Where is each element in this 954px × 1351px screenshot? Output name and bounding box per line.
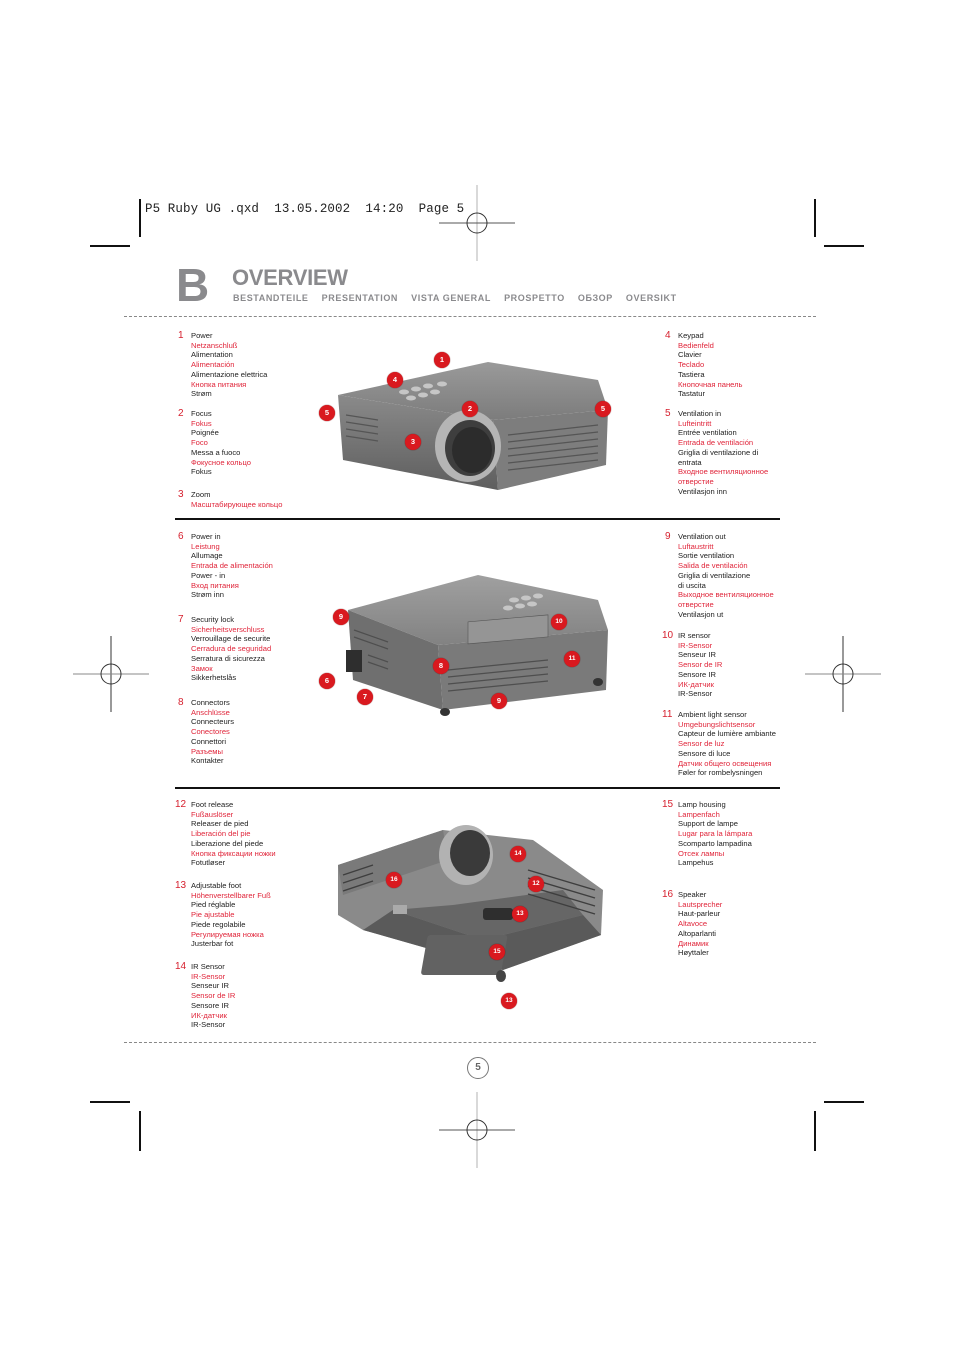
label-fr: Haut-parleur <box>678 909 721 919</box>
label-en: Lamp housing <box>678 800 726 809</box>
label-it: Sensore IR <box>191 1000 229 1010</box>
section-divider <box>175 787 780 789</box>
label-fr: Senseur IR <box>191 981 229 991</box>
label-es: Lugar para la lámpara <box>678 829 753 839</box>
callout-8: 8 <box>433 658 449 674</box>
projector-bottom-view <box>333 820 613 1015</box>
dashed-divider-top <box>124 316 816 317</box>
label-no: Lampehus <box>678 858 714 868</box>
label-ru: Разъемы <box>191 746 223 756</box>
label-fr: Poignée <box>191 428 219 438</box>
entry-number: 14 <box>175 961 187 972</box>
subtitle-de: BESTANDTEILE <box>233 293 309 303</box>
subtitle-ru: ОБЗОР <box>577 293 613 303</box>
label-fr: Capteur de lumière ambiante <box>678 729 776 739</box>
label-it: Tastiera <box>678 369 705 379</box>
label-fr: Alimentation <box>191 350 233 360</box>
label-no: Strøm <box>191 389 212 399</box>
label-ru: ИК-датчик <box>191 1010 227 1020</box>
crop-mark <box>824 245 864 247</box>
label-it-cont: entrata <box>678 457 702 467</box>
label-ru: Входное вентиляционное <box>678 467 769 477</box>
label-it: Altoparlanti <box>678 928 716 938</box>
label-en: Keypad <box>678 331 704 340</box>
label-en: Ambient light sensor <box>678 710 747 719</box>
label-fr: Clavier <box>678 350 702 360</box>
callout-3: 3 <box>405 434 421 450</box>
crop-mark <box>814 1111 816 1151</box>
registration-mark-bottom <box>439 1092 515 1168</box>
entry-number: 7 <box>178 614 184 625</box>
language-subtitles <box>233 293 687 303</box>
label-it: Liberazione del piede <box>191 838 264 848</box>
label-es: Liberación del pie <box>191 829 251 839</box>
label-de: Luftaustritt <box>678 541 714 551</box>
callout-5-right: 5 <box>595 401 611 417</box>
label-ru: Вход питания <box>191 580 239 590</box>
callout-11: 11 <box>564 651 580 667</box>
label-fr: Connecteurs <box>191 717 235 727</box>
entry-number: 11 <box>662 709 673 720</box>
label-ru: Регулируемая ножка <box>191 929 264 939</box>
crop-mark <box>824 1101 864 1103</box>
callout-5-left: 5 <box>319 405 335 421</box>
entry-number: 12 <box>175 799 187 810</box>
entry-number: 3 <box>178 489 184 500</box>
label-es: Foco <box>191 438 208 448</box>
label-no: IR-Sensor <box>191 1020 226 1030</box>
label-en: Focus <box>191 409 212 418</box>
crop-mark <box>814 199 816 237</box>
label-en: IR Sensor <box>191 962 225 971</box>
callout-9-top: 9 <box>333 609 349 625</box>
label-fr: Releaser de pied <box>191 819 249 829</box>
page-title: OVERVIEW <box>232 265 348 290</box>
label-no: Tastatur <box>678 389 706 399</box>
label-it: Griglia di ventilazione <box>678 570 751 580</box>
label-es: Sensor de IR <box>191 991 236 1001</box>
label-fr: Pied réglable <box>191 900 236 910</box>
label-ru: Кнопка питания <box>191 379 247 389</box>
label-ru: Кнопка фиксации ножки <box>191 848 276 858</box>
label-de: Leistung <box>191 541 220 551</box>
crop-mark <box>139 1111 141 1151</box>
subtitle-it: PROSPETTO <box>504 293 565 303</box>
entry-number: 8 <box>178 697 184 708</box>
callout-6: 6 <box>319 673 335 689</box>
dashed-divider-bottom <box>124 1042 816 1043</box>
label-en: Power in <box>191 532 221 541</box>
label-no: Ventilasjon inn <box>678 486 727 496</box>
section-divider <box>175 518 780 520</box>
label-ru-cont: отверстие <box>678 476 714 486</box>
label-it: Messa a fuoco <box>191 447 241 457</box>
label-de: Lampenfach <box>678 809 720 819</box>
label-ru: Замок <box>191 663 213 673</box>
label-de: Anschlüsse <box>191 707 230 717</box>
entry-number: 6 <box>178 531 184 542</box>
entry-number: 15 <box>662 799 674 810</box>
entry-number: 13 <box>175 880 187 891</box>
label-fr: Sortie ventilation <box>678 551 735 561</box>
label-ru: Масштабирующее кольцо <box>191 499 283 509</box>
subtitle-no: OVERSIKT <box>625 293 677 303</box>
entry-number: 10 <box>662 630 674 641</box>
label-no: Fotutløser <box>191 858 226 868</box>
subtitle-fr: PRESENTATION <box>321 293 399 303</box>
label-ru: ИК-датчик <box>678 679 714 689</box>
label-es: Alimentación <box>191 360 235 370</box>
label-es: Entrada de alimentación <box>191 561 273 571</box>
section-letter: B <box>176 259 210 311</box>
entry-number: 1 <box>178 330 184 341</box>
label-es: Altavoce <box>678 919 708 929</box>
label-de: Höhenverstellbarer Fuß <box>191 890 271 900</box>
label-es: Salida de ventilación <box>678 561 748 571</box>
entry-number: 9 <box>665 531 671 542</box>
label-ru: Отсек лампы <box>678 848 725 858</box>
label-en: Zoom <box>191 490 211 499</box>
label-en: Speaker <box>678 890 707 899</box>
label-ru: Кнопочная панель <box>678 379 743 389</box>
label-no: Høyttaler <box>678 948 709 958</box>
label-de: Umgebungslichtsensor <box>678 719 756 729</box>
label-no: Ventilasjon ut <box>678 609 724 619</box>
label-de: Sicherheitsverschluss <box>191 624 265 634</box>
label-ru: Выходное вентиляционное <box>678 590 774 600</box>
crop-mark <box>90 1101 130 1103</box>
label-no: Kontakter <box>191 756 224 766</box>
label-it-cont: di uscita <box>678 580 706 590</box>
label-it: Alimentazione elettrica <box>191 369 268 379</box>
callout-13-top: 13 <box>512 906 528 922</box>
label-en: Power <box>191 331 213 340</box>
label-it: Connettori <box>191 736 227 746</box>
label-it: Serratura di sicurezza <box>191 653 265 663</box>
label-en: Ventilation in <box>678 409 722 418</box>
label-no: IR-Sensor <box>678 689 713 699</box>
label-ru-cont: отверстие <box>678 599 714 609</box>
label-de: Netzanschluß <box>191 340 238 350</box>
label-es: Sensor de luz <box>678 739 725 749</box>
label-no: Justerbar fot <box>191 939 234 949</box>
label-de: Lautsprecher <box>678 899 723 909</box>
callout-7: 7 <box>357 689 373 705</box>
label-it: Piede regolabile <box>191 919 246 929</box>
crop-mark <box>90 245 130 247</box>
registration-mark-top <box>439 185 515 261</box>
label-de: Fokus <box>191 418 212 428</box>
crop-mark <box>139 199 141 237</box>
label-en: Adjustable foot <box>191 881 242 890</box>
callout-15: 15 <box>489 944 505 960</box>
label-ru: Датчик общего освещения <box>678 758 772 768</box>
label-fr: Entrée ventilation <box>678 428 737 438</box>
label-no: Fokus <box>191 467 212 477</box>
label-no: Strøm inn <box>191 590 224 600</box>
entry-number: 4 <box>665 330 671 341</box>
label-fr: Senseur IR <box>678 650 716 660</box>
registration-mark-right <box>805 636 881 712</box>
label-en: IR sensor <box>678 631 711 640</box>
label-no: Sikkerhetslås <box>191 673 237 683</box>
callout-10: 10 <box>551 614 567 630</box>
label-es: Pie ajustable <box>191 910 235 920</box>
projector-front-top-view <box>318 340 618 495</box>
label-it: Sensore IR <box>678 669 716 679</box>
label-it: Griglia di ventilazione di <box>678 447 759 457</box>
label-en: Connectors <box>191 698 230 707</box>
projector-rear-view <box>318 570 618 720</box>
entry-number: 2 <box>178 408 184 419</box>
label-it: Scomparto lampadina <box>678 838 752 848</box>
callout-12: 12 <box>528 876 544 892</box>
registration-mark-left <box>73 636 149 712</box>
entry-number: 16 <box>662 889 674 900</box>
callout-14: 14 <box>510 846 526 862</box>
label-de: Lufteintritt <box>678 418 712 428</box>
page-number: 5 <box>467 1057 489 1079</box>
label-en: Foot release <box>191 800 234 809</box>
label-es: Entrada de ventilación <box>678 438 754 448</box>
label-no: Føler for rombelysningen <box>678 768 763 778</box>
label-fr: Verrouillage de securite <box>191 634 271 644</box>
label-ru: Фокусное кольцо <box>191 457 252 467</box>
label-en: Security lock <box>191 615 235 624</box>
label-de: IR-Sensor <box>678 640 713 650</box>
label-es: Sensor de IR <box>678 660 723 670</box>
callout-13-bottom: 13 <box>501 993 517 1009</box>
label-fr: Allumage <box>191 551 223 561</box>
subtitle-es: VISTA GENERAL <box>411 293 491 303</box>
label-es: Conectores <box>191 727 230 737</box>
label-es: Teclado <box>678 360 705 370</box>
entry-number: 5 <box>665 408 671 419</box>
label-de: Fußauslöser <box>191 809 234 819</box>
callout-4: 4 <box>387 372 403 388</box>
label-fr: Support de lampe <box>678 819 738 829</box>
file-slug: P5 Ruby UG .qxd 13.05.2002 14:20 Page 5 <box>145 202 465 216</box>
label-es: Cerradura de seguridad <box>191 644 272 654</box>
callout-2: 2 <box>462 401 478 417</box>
callout-16: 16 <box>386 872 402 888</box>
label-ru: Динамик <box>678 938 709 948</box>
label-it: Sensore di luce <box>678 748 731 758</box>
callout-9-bottom: 9 <box>491 693 507 709</box>
label-de: IR-Sensor <box>191 971 226 981</box>
label-en: Ventilation out <box>678 532 726 541</box>
label-it: Power - in <box>191 570 226 580</box>
callout-1: 1 <box>434 352 450 368</box>
label-de: Bedienfeld <box>678 340 714 350</box>
